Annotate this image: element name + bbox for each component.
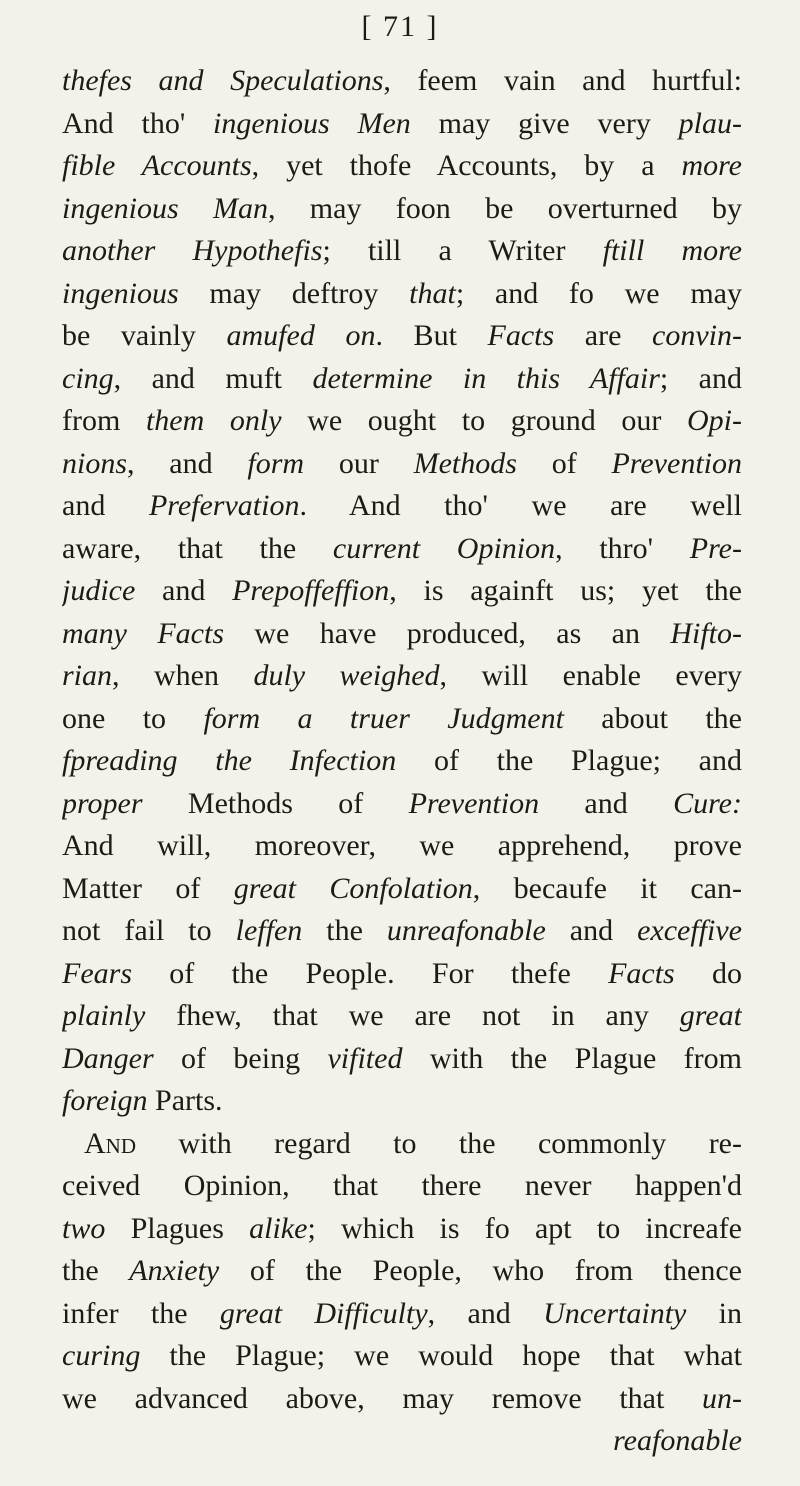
text-line xyxy=(62,1293,742,1336)
text-segment: the xyxy=(62,1254,130,1287)
text-segment: , thro' xyxy=(555,531,690,565)
text-segment: not fail to xyxy=(62,914,236,947)
text-segment: ; which is fo apt to increafe xyxy=(307,1211,742,1245)
text-segment: ftill more xyxy=(602,234,742,267)
text-segment: Anxiety xyxy=(129,1254,220,1287)
text-line xyxy=(62,1123,742,1166)
text-line xyxy=(62,273,742,316)
text-segment: un- xyxy=(702,1381,742,1415)
text-line xyxy=(62,60,742,103)
text-segment: of xyxy=(516,446,612,480)
text-segment: Uncertainty xyxy=(543,1296,687,1330)
text-segment: more xyxy=(681,149,742,182)
text-line xyxy=(62,528,742,571)
text-segment: in xyxy=(686,1296,742,1330)
text-line xyxy=(62,613,742,656)
text-segment: alike xyxy=(249,1211,308,1245)
text-segment: amufed on xyxy=(226,319,376,352)
text-segment: thefes and Speculations xyxy=(62,64,384,97)
text-line xyxy=(62,995,742,1038)
text-line xyxy=(62,103,742,146)
text-segment: fible Accounts xyxy=(62,149,252,182)
text-segment: judice xyxy=(62,574,136,607)
text-segment: may give very xyxy=(410,106,679,140)
text-segment: we advanced above, may remove that xyxy=(62,1381,702,1415)
text-segment: of being xyxy=(153,1041,328,1075)
text-segment: form a truer Judgment xyxy=(203,701,564,735)
body-text xyxy=(62,60,742,1463)
text-segment: Prefervation xyxy=(148,489,300,522)
text-segment: convin- xyxy=(652,319,742,352)
text-segment: great Difficulty xyxy=(219,1296,428,1330)
text-line xyxy=(62,910,742,953)
text-segment: , when xyxy=(112,659,254,692)
text-segment: with regard to the commonly re- xyxy=(136,1126,742,1160)
text-segment: fpreading the Infection xyxy=(62,744,397,777)
text-segment: And tho' xyxy=(62,106,214,140)
text-segment: about the xyxy=(563,701,742,735)
text-line xyxy=(62,655,742,698)
text-segment: with the Plague from xyxy=(402,1041,742,1075)
text-line xyxy=(62,825,742,868)
text-segment: the xyxy=(302,914,387,947)
text-segment: duly weighed xyxy=(253,659,440,692)
text-segment: Danger xyxy=(62,1041,154,1075)
text-line xyxy=(62,485,742,528)
text-segment: we ought to ground our xyxy=(281,404,687,437)
text-segment: and xyxy=(62,489,149,522)
text-line xyxy=(62,740,742,783)
text-segment: plau- xyxy=(678,106,742,140)
text-segment: many Facts xyxy=(62,616,225,650)
text-segment: of the People, who from thence xyxy=(219,1254,742,1287)
text-segment: ingenious Man xyxy=(62,191,268,225)
text-segment: ingenious xyxy=(62,276,179,310)
text-segment: one to xyxy=(62,701,204,735)
text-segment: Fears xyxy=(62,956,132,990)
text-segment: be vainly xyxy=(62,319,227,352)
page-number: [ 71 ] xyxy=(361,10,439,43)
text-segment: from xyxy=(62,404,146,437)
text-segment: another Hypothefis xyxy=(62,234,323,267)
text-segment: , becaufe it can- xyxy=(472,871,742,905)
text-segment: foreign xyxy=(62,1084,148,1117)
text-segment: our xyxy=(304,446,414,480)
text-line xyxy=(62,315,742,358)
text-line xyxy=(62,443,742,486)
text-segment: . But xyxy=(375,319,488,352)
text-segment: ; till a Writer xyxy=(322,234,603,267)
text-line xyxy=(62,1208,742,1251)
text-segment: vifited xyxy=(327,1041,403,1075)
text-segment: ; and fo we may xyxy=(455,276,742,310)
text-segment: ingenious Men xyxy=(213,106,411,140)
text-segment: And will, moreover, we apprehend, prove xyxy=(62,829,742,862)
text-segment: form xyxy=(247,446,305,480)
text-segment: nions xyxy=(62,446,128,480)
text-line xyxy=(62,358,742,401)
text-segment: , feem vain and hurtful: xyxy=(383,64,742,97)
text-segment: determine in this Affair xyxy=(312,361,660,395)
text-segment: Matter of xyxy=(62,871,234,905)
text-segment: Pre- xyxy=(689,531,742,565)
text-line xyxy=(62,1378,742,1421)
text-segment: plainly xyxy=(62,999,146,1032)
text-segment: Opi- xyxy=(687,404,742,437)
text-segment: current Opinion xyxy=(332,531,556,565)
text-segment: aware, that the xyxy=(62,531,333,565)
text-segment: , will enable every xyxy=(439,659,742,692)
text-segment: , yet thofe Accounts, by a xyxy=(251,149,682,182)
text-segment: rian xyxy=(62,659,113,692)
text-line xyxy=(62,1335,742,1378)
text-segment: ; and xyxy=(659,361,742,395)
text-segment: Facts xyxy=(608,956,675,990)
text-segment: , and xyxy=(427,1296,544,1330)
text-line xyxy=(62,145,742,188)
text-segment: cing xyxy=(62,361,114,395)
text-segment: exceffive xyxy=(637,914,742,947)
text-line xyxy=(62,868,742,911)
text-segment: , is againft us; yet the xyxy=(389,574,742,607)
text-segment: and xyxy=(545,914,638,947)
text-line xyxy=(62,1080,742,1123)
text-segment: that xyxy=(409,276,456,310)
text-segment: Methods xyxy=(413,446,517,480)
text-segment: great Confolation xyxy=(233,871,473,905)
text-segment: two xyxy=(62,1211,106,1245)
text-line xyxy=(62,953,742,996)
text-line xyxy=(62,400,742,443)
text-segment: Prepoffeffion xyxy=(232,574,390,607)
text-segment: . And tho' we are well xyxy=(299,489,742,522)
text-line xyxy=(62,1420,742,1463)
text-segment: Hifto- xyxy=(670,616,742,650)
text-line xyxy=(62,570,742,613)
text-segment: And xyxy=(84,1126,136,1160)
text-segment: of the People. For thefe xyxy=(132,956,609,990)
text-segment: do xyxy=(674,956,742,990)
text-segment: Parts. xyxy=(147,1084,223,1117)
text-segment: leffen xyxy=(235,914,303,947)
text-line xyxy=(62,698,742,741)
text-segment: ceived Opinion, that there never happen'd xyxy=(62,1169,742,1202)
text-segment: and xyxy=(135,574,233,607)
text-line xyxy=(62,230,742,273)
text-segment: Facts xyxy=(487,319,555,352)
text-segment: are xyxy=(554,319,653,352)
text-segment: , and xyxy=(127,446,248,480)
text-segment: Methods of xyxy=(142,786,409,820)
text-segment: and xyxy=(539,786,674,820)
text-segment: Prevention xyxy=(611,446,742,480)
text-segment: unreafonable xyxy=(386,914,546,947)
text-segment: may deftroy xyxy=(178,276,410,310)
text-segment: , may foon be overturned by xyxy=(267,191,742,225)
text-line xyxy=(62,783,742,826)
text-segment: Prevention xyxy=(408,786,540,820)
text-segment: proper xyxy=(62,786,143,820)
text-line xyxy=(62,1165,742,1208)
text-segment: the Plague; we would hope that what xyxy=(140,1339,742,1372)
text-segment: fhew, that we are not in any xyxy=(145,999,680,1032)
text-segment: great xyxy=(679,999,742,1032)
text-line xyxy=(62,188,742,231)
text-segment: Cure: xyxy=(673,786,742,820)
text-segment: of the Plague; and xyxy=(396,744,742,777)
text-segment: Plagues xyxy=(105,1211,250,1245)
text-line xyxy=(62,1250,742,1293)
text-segment: curing xyxy=(62,1339,141,1372)
text-line xyxy=(62,1038,742,1081)
text-segment: infer the xyxy=(62,1296,220,1330)
text-segment: them only xyxy=(145,404,282,437)
text-segment: , and muft xyxy=(113,361,313,395)
text-segment: we have produced, as an xyxy=(224,616,671,650)
catchword: reafonable xyxy=(613,1424,742,1457)
